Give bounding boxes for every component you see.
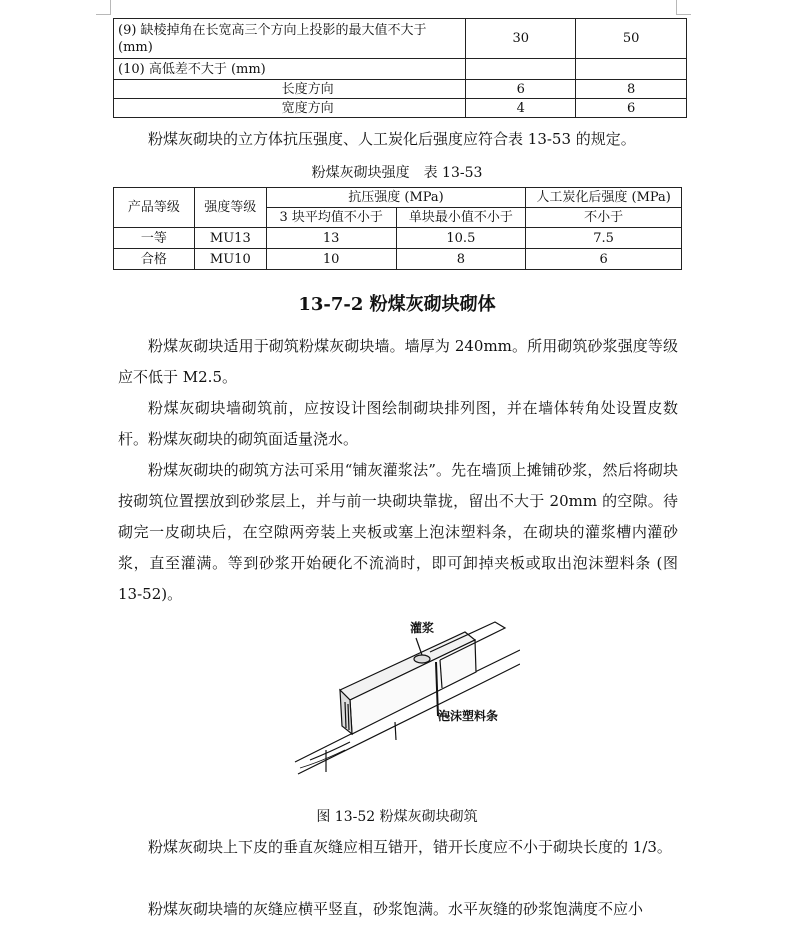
figure-drawing xyxy=(295,622,520,774)
cell-avg: 10 xyxy=(266,249,396,270)
cell-avg: 13 xyxy=(266,228,396,249)
table-row xyxy=(114,99,687,118)
table-header-row xyxy=(114,188,682,208)
row9-label-text: (9) 缺棱掉角在长宽高三个方向上投影的最大值不大于 xyxy=(118,22,427,38)
row9-label-cont: (mm) xyxy=(118,39,153,55)
table-row xyxy=(114,249,682,270)
table-row xyxy=(114,80,687,99)
paragraph-1: 粉煤灰砌块适用于砌筑粉煤灰砌块墙。墙厚为 240mm。所用砌筑砂浆强度等级应不低于 M2.5。 xyxy=(118,337,678,386)
row-length-label: 长度方向 xyxy=(114,80,466,99)
table2-caption: 粉煤灰砌块强度 表 13-53 xyxy=(311,165,483,181)
paragraph-4: 粉煤灰砌块上下皮的垂直灰缝应相互错开，错开长度应不小于砌块长度的 1/3。 xyxy=(148,838,672,856)
strength-table xyxy=(113,187,682,270)
cell-carbon: 7.5 xyxy=(526,228,682,249)
defects-table xyxy=(113,18,687,118)
figure-caption: 图 13-52 粉煤灰砌块砌筑 xyxy=(316,809,478,825)
row-width-value-2: 6 xyxy=(576,99,687,118)
paragraph-3: 粉煤灰砌块的砌筑方法可采用“铺灰灌浆法”。先在墙顶上摊铺砂浆，然后将砌块按砌筑位置摆放到砂浆层上，并与前一块砌块靠拢，留出不大于 20mm 的空隙。待砌完一皮砌块后，在空隙两旁装上夹板或塞上泡沫塑料条，在砌块的灌浆槽内灌砂浆，直至灌满。等到砂浆开始硬化不流淌时，即可卸掉夹板或取出泡沫塑料条 (图 13-52)。 xyxy=(118,461,678,603)
header-compressive: 抗压强度 (MPa) xyxy=(266,188,525,208)
row10-empty-2 xyxy=(576,59,687,80)
row-width-value-1: 4 xyxy=(466,99,576,118)
block-laying-figure xyxy=(290,612,520,792)
label-grout: 灌浆 xyxy=(410,621,435,635)
cell-single: 8 xyxy=(396,249,526,270)
row-length-value-1: 6 xyxy=(466,80,576,99)
crop-mark-right xyxy=(676,0,691,15)
row-length-value-2: 8 xyxy=(576,80,687,99)
section-heading: 13-7-2 粉煤灰砌块砌体 xyxy=(298,294,496,315)
cell-strength: MU13 xyxy=(194,228,266,249)
row9-label xyxy=(114,19,466,59)
cell-single: 10.5 xyxy=(396,228,526,249)
header-single: 单块最小值不小于 xyxy=(396,208,526,228)
intro-paragraph: 粉煤灰砌块的立方体抗压强度、人工炭化后强度应符合表 13-53 的规定。 xyxy=(148,130,636,148)
header-avg: 3 块平均值不小于 xyxy=(266,208,396,228)
paragraph-2: 粉煤灰砌块墙砌筑前，应按设计图绘制砌块排列图，并在墙体转角处设置皮数杆。粉煤灰砌块的砌筑面适量浇水。 xyxy=(118,399,678,448)
row10-empty-1 xyxy=(466,59,576,80)
crop-mark-left xyxy=(96,0,111,15)
cell-strength: MU10 xyxy=(194,249,266,270)
cell-carbon: 6 xyxy=(526,249,682,270)
table-row xyxy=(114,59,687,80)
paragraph-5: 粉煤灰砌块墙的灰缝应横平竖直，砂浆饱满。水平灰缝的砂浆饱满度不应小 xyxy=(148,900,644,918)
label-foam-strip: 泡沫塑料条 xyxy=(438,709,499,723)
row9-value-1: 30 xyxy=(466,19,576,59)
header-carbon-sub: 不小于 xyxy=(526,208,682,228)
table-row xyxy=(114,19,687,59)
row9-value-2: 50 xyxy=(576,19,687,59)
header-carbon: 人工炭化后强度 (MPa) xyxy=(526,188,682,208)
row-width-label: 宽度方向 xyxy=(114,99,466,118)
header-strength-grade: 强度等级 xyxy=(194,188,266,228)
header-grade: 产品等级 xyxy=(114,188,195,228)
row10-label: (10) 高低差不大于 (mm) xyxy=(114,59,466,80)
cell-grade: 合格 xyxy=(114,249,195,270)
table-row xyxy=(114,228,682,249)
cell-grade: 一等 xyxy=(114,228,195,249)
